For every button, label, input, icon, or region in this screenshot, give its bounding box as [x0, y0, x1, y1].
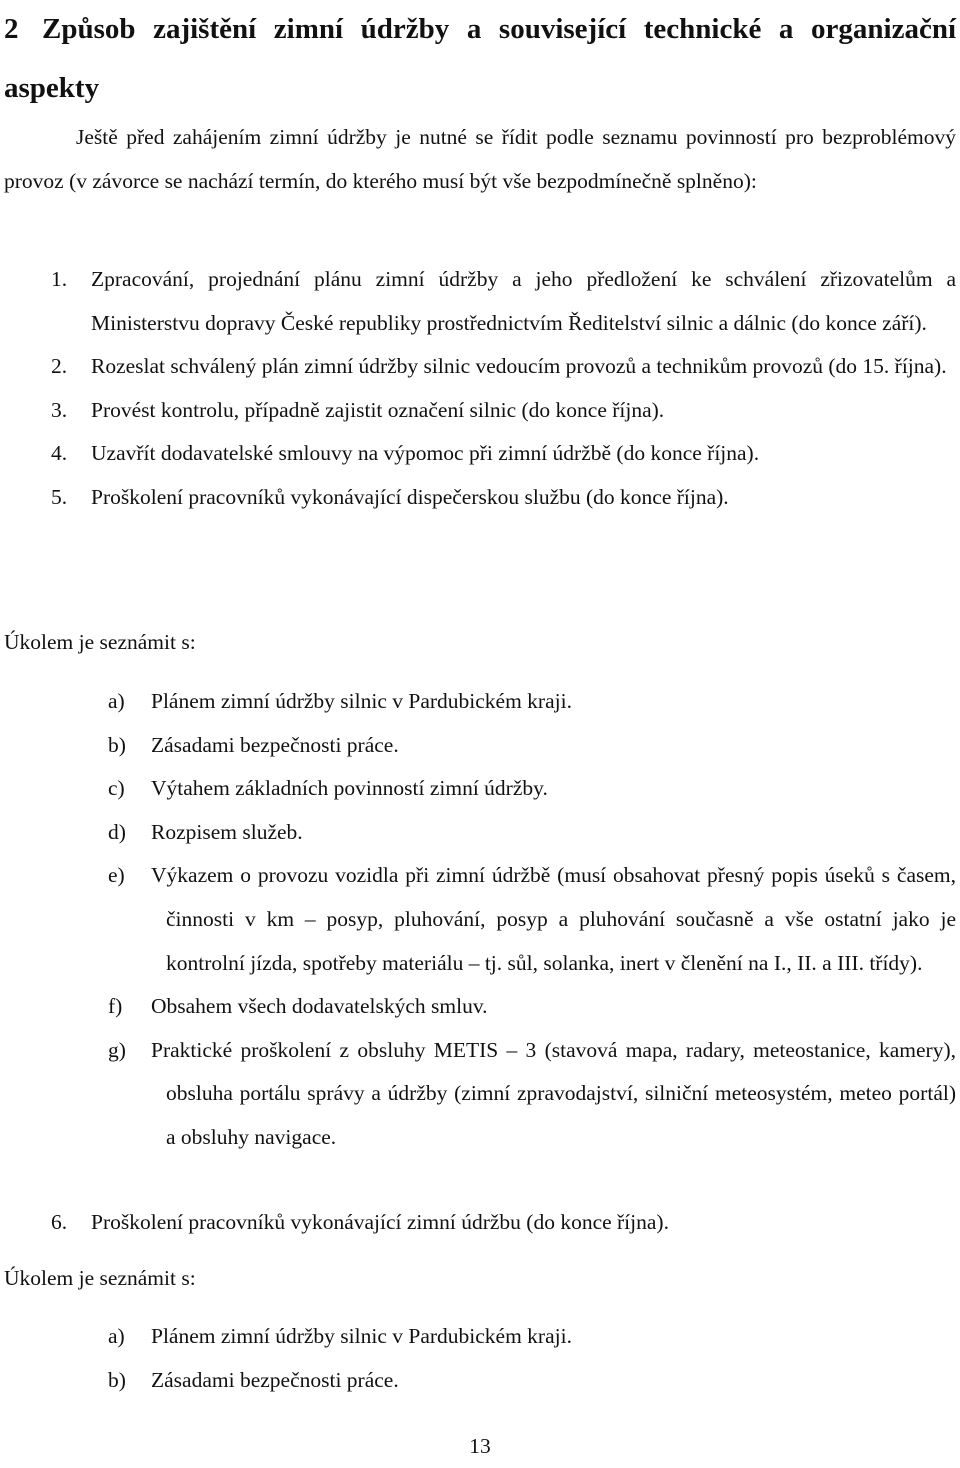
list-item [0, 811, 960, 855]
list-marker: a) [108, 689, 125, 713]
list-item-text: Uzavřít dodavatelské smlouvy na výpomoc při zimní údržbě (do konce října). [91, 441, 760, 466]
list-item-text: Plánem zimní údržby silnic v Pardubickém kraji. [151, 1324, 572, 1348]
list-item [0, 389, 960, 433]
list-marker: 2. [51, 354, 68, 379]
list-marker: 3. [51, 397, 68, 422]
task-label: Úkolem je seznámit s: [4, 1266, 196, 1290]
list-item-text: Proškolení pracovníků vykonávající dispečerskou službu (do konce října). [91, 484, 729, 509]
list-item [0, 680, 960, 724]
list-item [0, 767, 960, 811]
task-label: Úkolem je seznámit s: [4, 630, 196, 654]
list-marker: b) [108, 732, 126, 757]
list-item [0, 258, 960, 345]
list-marker: 5. [51, 484, 68, 509]
list-item-text: Obsahem všech dodavatelských smluv. [151, 994, 488, 1019]
list-item-text: Rozpisem služeb. [151, 819, 303, 844]
list-item-text: Rozeslat schválený plán zimní údržby silnic vedoucím provozů a technikům provozů (do 15. října). [91, 354, 947, 379]
duties-list-continued [0, 1201, 960, 1245]
list-item [0, 985, 960, 1029]
list-item [0, 1201, 960, 1245]
list-item [0, 724, 960, 768]
task-list [0, 1315, 960, 1402]
intro-paragraph: Ještě před zahájením zimní údržby je nutné se řídit podle seznamu povinností pro bezproblémový provoz (v závorce se nachází termín, do kterého musí být vše bezpodmínečně splněno): [4, 125, 956, 193]
list-item [0, 1315, 960, 1359]
section-number: 2 [4, 13, 19, 45]
list-item-text: Zpracování, projednání plánu zimní údržby a jeho předložení ke schválení zřizovatelům a Ministerstvu dopravy České republiky prostřednictvím Ředitelství silnic a dálnic (do konce září). [91, 267, 956, 335]
list-item-text: Výkazem o provozu vozidla při zimní údržbě (musí obsahovat přesný popis úseků s časem, činnosti v km – posyp, pluhování, posyp a pluhování současně a vše ostatní jako je kontrolní jízda, spotřeby materiálu – tj. sůl, solanka, inert v členění na I., II. a III. třídy). [151, 863, 956, 975]
list-marker: 1. [51, 267, 68, 291]
list-marker: f) [108, 994, 123, 1019]
list-item [0, 476, 960, 520]
section-heading [4, 0, 956, 118]
list-marker: g) [108, 1037, 126, 1062]
list-item-text: Zásadami bezpečnosti práce. [151, 1367, 399, 1392]
list-item-text: Provést kontrolu, případně zajistit označení silnic (do konce října). [91, 397, 665, 422]
page-number: 13 [469, 1434, 491, 1458]
list-item [0, 854, 960, 985]
list-item-text: Praktické proškolení z obsluhy METIS – 3 (stavová mapa, radary, meteostanice, kamery), obsluha portálu správy a údržby (zimní zpravodajství, silniční meteosystém, meteo portál) a obsluhy navigace. [151, 1037, 956, 1149]
list-item [0, 1359, 960, 1403]
list-item-text: Plánem zimní údržby silnic v Pardubickém kraji. [151, 689, 572, 713]
list-marker: e) [108, 863, 125, 888]
list-marker: c) [108, 776, 125, 801]
section-title: Způsob zajištění zimní údržby a související technické a organizační aspekty [4, 13, 956, 104]
task-list [0, 680, 960, 1160]
list-item-text: Zásadami bezpečnosti práce. [151, 732, 399, 757]
list-marker: 4. [51, 441, 68, 466]
list-marker: a) [108, 1324, 125, 1348]
list-item [0, 345, 960, 389]
list-marker: b) [108, 1367, 126, 1392]
list-marker: 6. [51, 1210, 68, 1234]
duties-list [0, 258, 960, 520]
list-marker: d) [108, 819, 126, 844]
list-item-text: Proškolení pracovníků vykonávající zimní údržbu (do konce října). [91, 1210, 669, 1234]
list-item [0, 1029, 960, 1160]
list-item-text: Výtahem základních povinností zimní údržby. [151, 776, 548, 801]
list-item [0, 432, 960, 476]
